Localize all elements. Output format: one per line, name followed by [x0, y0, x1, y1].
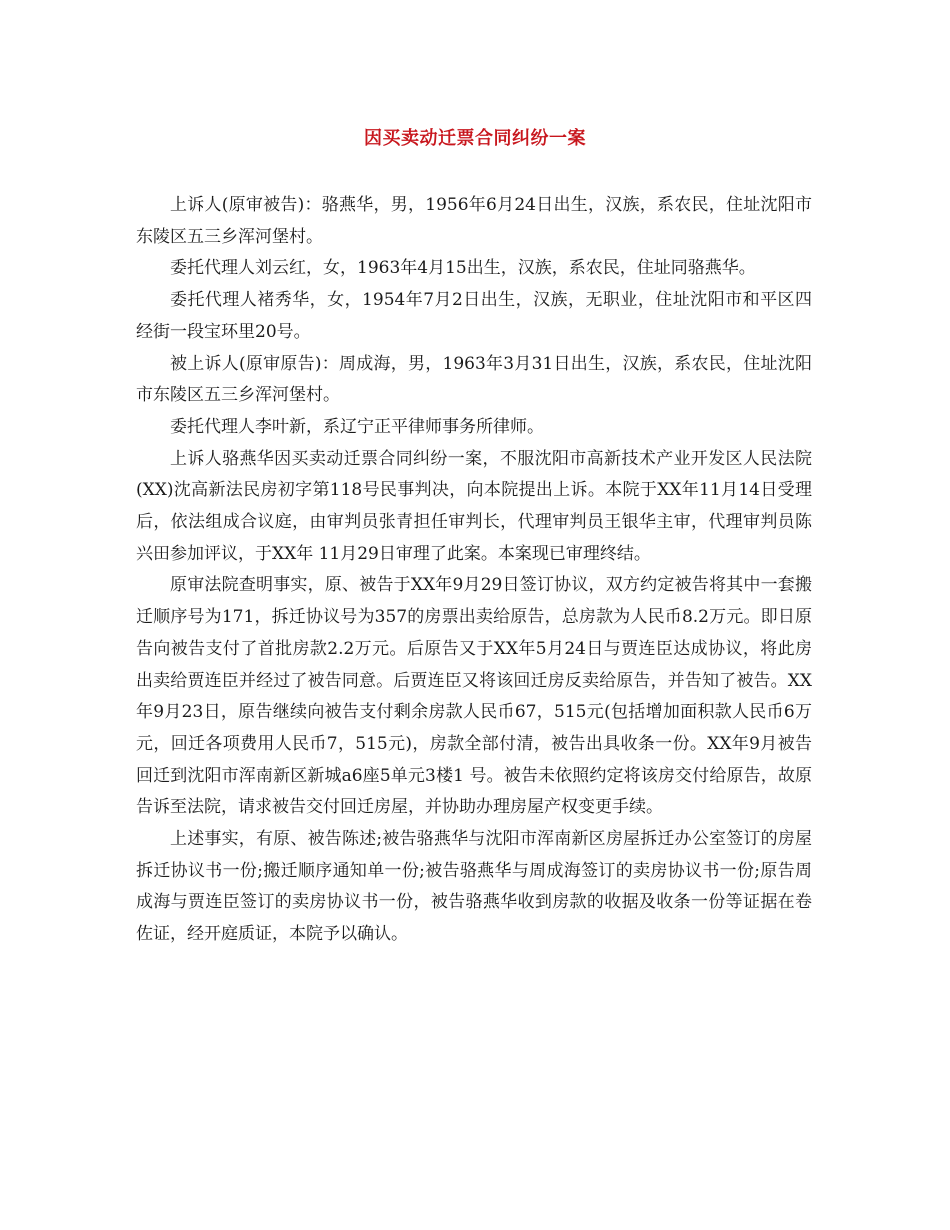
paragraph-original-findings: 原审法院查明事实，原、被告于XX年9月29日签订协议，双方约定被告将其中一套搬迁顺序号为171，拆迁协议号为357的房票出卖给原告，总房款为人民币8.2万元。即日原告向被告支付了首批房款2.2万元。后原告又于XX年5月24日与贾连臣达成协议，将此房出卖给贾连臣并经过了被告同意。后贾连臣又将该回迁房反卖给原告，并告知了被告。XX年9月23日，原告继续向被告支付剩余房款人民币67，515元(包括增加面积款人民币6万元，回迁各项费用人民币7，515元)，房款全部付清，被告出具收条一份。XX年9月被告回迁到沈阳市浑南新区新城a6座5单元3楼1 号。被告未依照约定将该房交付给原告，故原告诉至法院，请求被告交付回迁房屋，并协助办理房屋产权变更手续。 [136, 575, 812, 818]
document-body [136, 190, 812, 951]
paragraph-agent-liu: 委托代理人刘云红，女，1963年4月15出生，汉族，系农民，住址同骆燕华。 [170, 258, 756, 279]
paragraph-agent-li: 委托代理人李叶新，系辽宁正平律师事务所律师。 [170, 416, 544, 437]
paragraph-appellee: 被上诉人(原审原告)：周成海，男，1963年3月31日出生，汉族，系农民，住址沈阳市东陵区五三乡浑河堡村。 [136, 353, 812, 406]
paragraph-appellant: 上诉人(原审被告)：骆燕华，男，1956年6月24日出生，汉族，系农民，住址沈阳市东陵区五三乡浑河堡村。 [136, 195, 812, 247]
document-title: 因买卖动迁票合同纠纷一案 [364, 128, 586, 149]
paragraph-agent-chu: 委托代理人褚秀华，女，1954年7月2日出生，汉族，无职业，住址沈阳市和平区四经街一段宝环里20号。 [136, 290, 812, 342]
paragraph-case-intro: 上诉人骆燕华因买卖动迁票合同纠纷一案，不服沈阳市高新技术产业开发区人民法院(XX)沈高新法民房初字第118号民事判决，向本院提出上诉。本院于XX年11月14日受理后，依法组成合议庭，由审判员张青担任审判长，代理审判员王银华主审，代理审判员陈兴田参加评议，于XX年 11月29日审理了此案。本案现已审理终结。 [136, 448, 812, 564]
paragraph-evidence: 上述事实，有原、被告陈述;被告骆燕华与沈阳市浑南新区房屋拆迁办公室签订的房屋拆迁协议书一份;搬迁顺序通知单一份;被告骆燕华与周成海签订的卖房协议书一份;原告周成海与贾连臣签订的卖房协议书一份，被告骆燕华收到房款的收据及收条一份等证据在卷佐证，经开庭质证，本院予以确认。 [136, 829, 812, 945]
